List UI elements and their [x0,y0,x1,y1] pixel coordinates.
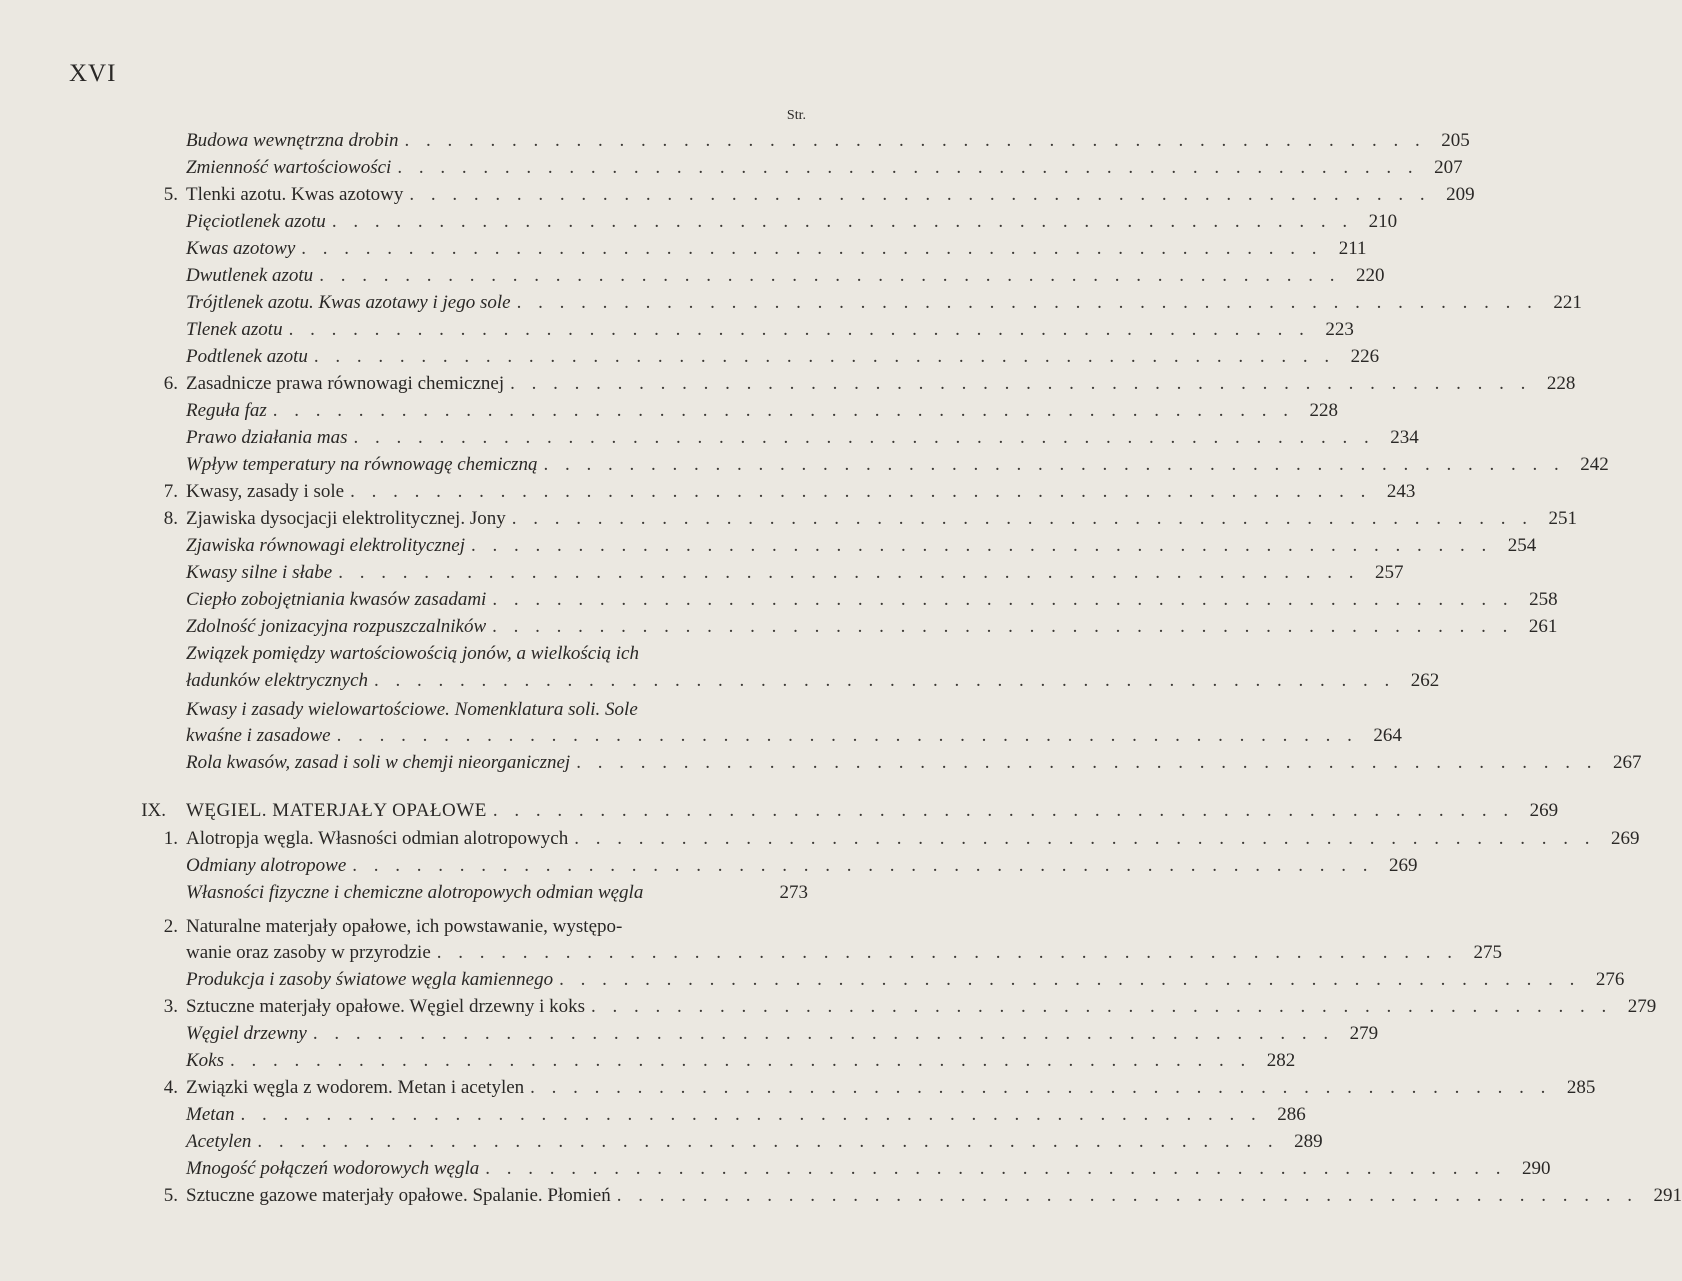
toc-page-number: 210 [1368,211,1398,232]
toc-entry [186,1183,1682,1209]
toc-page-number: 269 [1610,828,1640,849]
dot-leader: . . . . . . . . . . . . . . . . . . . . . . . . . . . . . . . . . . . . . . . . . . . . . . . . [374,670,1396,691]
toc-entry-number: IX. [141,800,166,821]
toc-entry-number: 4. [163,1077,178,1098]
dot-leader: . . . . . . . . . . . . . . . . . . . . . . . . . . . . . . . . . . . . . . . . . . . . . . . . [511,508,1533,529]
toc-entry-title: Naturalne materjały opałowe, ich powstawanie, występo- [186,916,623,937]
toc-entry [186,209,1398,235]
toc-entry-title: Koks [186,1050,224,1071]
toc-entry-title: ładunków elektrycznych [186,670,369,691]
toc-page-number: 264 [1373,725,1402,746]
toc-entry-title: Kwasy, zasady i sole [186,481,345,502]
toc-entry-title: Metan [186,1104,235,1125]
dot-leader: . . . . . . . . . . . . . . . . . . . . . . . . . . . . . . . . . . . . . . . . . . . . . . . . [336,725,1358,746]
toc-entry [186,697,808,723]
toc-page-number: 276 [1595,969,1625,990]
toc-entry [186,1102,1306,1128]
toc-entry-number: 8. [163,508,178,529]
toc-page-number: 234 [1390,427,1419,448]
toc-entry-title: Tlenki azotu. Kwas azotowy [186,184,404,205]
toc-entry-title: wanie oraz zasoby w przyrodzie [186,942,431,963]
toc-entry [186,1129,1323,1155]
toc-entry-title: Związki węgla z wodorem. Metan i acetylen [186,1077,525,1098]
toc-entry-title: Zdolność jonizacyjna rozpuszczalników [186,616,487,637]
toc-entry [186,182,1475,208]
dot-leader: . . . . . . . . . . . . . . . . . . . . . . . . . . . . . . . . . . . . . . . . . . . . . . . . [576,752,1598,773]
toc-entry [186,1156,1551,1182]
toc-page-number: 279 [1627,996,1657,1017]
dot-leader: . . . . . . . . . . . . . . . . . . . . . . . . . . . . . . . . . . . . . . . . . . . . . . . . [230,1050,1252,1071]
toc-entry [186,668,1440,694]
toc-entry [186,398,1338,424]
toc-page-number: 220 [1355,265,1385,286]
toc-entry-title: Zmienność wartościowości [186,157,392,178]
toc-page-number: 205 [1441,130,1470,151]
toc-entry [186,940,1503,966]
toc-entry [186,750,1642,776]
toc-entry-title: Sztuczne materjały opałowe. Węgiel drzewny i koks [186,996,586,1017]
toc-entry-title: Prawo działania mas [186,427,348,448]
toc-entry [186,128,1470,154]
toc-entry [186,506,1577,532]
toc-entry-title: Wpływ temperatury na równowagę chemiczną [186,454,538,475]
dot-leader: . . . . . . . . . . . . . . . . . . . . . . . . . . . . . . . . . . . . . . . . . . . . . . . . [312,1023,1335,1044]
dot-leader: . . . . . . . . . . . . . . . . . . . . . . . . . . . . . . . . . . . . . . . . . . . . . . . . [240,1104,1262,1125]
dot-leader: . . . . . . . . . . . . . . . . . . . . . . . . . . . . . . . . . . . . . . . . . . . . . . . . [574,828,1596,849]
toc-entry [186,317,1354,343]
dot-leader: . . . . . . . . . . . . . . . . . . . . . . . . . . . . . . . . . . . . . . . . . . . . . . . . [350,481,1372,502]
dot-leader: . . . . . . . . . . . . . . . . . . . . . . . . . . . . . . . . . . . . . . . . . . . . . . . . [288,319,1310,340]
toc-page-number: 228 [1309,400,1338,421]
toc-page-number: 291 [1653,1185,1682,1206]
toc-page-number: 223 [1325,319,1354,340]
toc-entry-title: Zjawiska dysocjacji elektrolitycznej. Jony [186,508,506,529]
toc-entry [186,826,1640,852]
toc-entry-title: Podtlenek azotu [186,346,308,367]
toc-entry [186,994,1657,1020]
toc-page-number: 257 [1374,562,1404,583]
toc-entry-title: Produkcja i zasoby światowe węgla kamiennego [186,969,554,990]
dot-leader: . . . . . . . . . . . . . . . . . . . . . . . . . . . . . . . . . . . . . . . . . . . . . . . . [559,969,1581,990]
toc-entry [186,880,808,906]
toc-entry-title: Zasadnicze prawa równowagi chemicznej [186,373,505,394]
toc-entry [186,914,808,940]
toc-entry [186,479,1416,505]
toc-entry [186,263,1385,289]
toc-entry-title: Własności fizyczne i chemiczne alotropowych odmian węgla [186,882,644,903]
toc-entry-title: Rola kwasów, zasad i soli w chemji nieorganicznej [186,752,571,773]
dot-leader: . . . . . . . . . . . . . . . . . . . . . . . . . . . . . . . . . . . . . . . . . . . . . . . . [404,130,1426,151]
toc-entry [186,587,1558,613]
toc-entry-title: Pięciotlenek azotu [186,211,326,232]
toc-entry-title: Kwasy i zasady wielowartościowe. Nomenklatura soli. Sole [186,699,638,720]
toc-entry-title: Sztuczne gazowe materjały opałowe. Spalanie. Płomień [186,1185,611,1206]
toc-entry [186,533,1537,559]
toc-entry-title: Acetylen [186,1131,252,1152]
toc-entry-number: 3. [163,996,178,1017]
dot-leader: . . . . . . . . . . . . . . . . . . . . . . . . . . . . . . . . . . . . . . . . . . . . . . . . [591,996,1613,1017]
toc-page-number: 228 [1546,373,1576,394]
toc-entry [186,290,1582,316]
toc-chapter-entry [186,798,1559,824]
dot-leader: . . . . . . . . . . . . . . . . . . . . . . . . . . . . . . . . . . . . . . . . . . . . . . . . [313,346,1336,367]
toc-page-number: 273 [779,882,808,903]
dot-leader: . . . . . . . . . . . . . . . . . . . . . . . . . . . . . . . . . . . . . . . . . . . . . . . . [352,855,1374,876]
toc-page-number: 207 [1434,157,1463,178]
dot-leader: . . . . . . . . . . . . . . . . . . . . . . . . . . . . . . . . . . . . . . . . . . . . . . . . [397,157,1419,178]
toc-page-number: 261 [1528,616,1558,637]
dot-leader: . . . . . . . . . . . . . . . . . . . . . . . . . . . . . . . . . . . . . . . . . . . . . . . . [530,1077,1552,1098]
toc-page-number: 289 [1294,1131,1323,1152]
toc-page-number: 269 [1529,800,1559,821]
toc-entry [186,967,1625,993]
toc-entry-title: Węgiel drzewny [186,1023,307,1044]
toc-entry-title: Budowa wewnętrzna drobin [186,130,399,151]
toc-page-number: 254 [1507,535,1537,556]
toc-entry [186,560,1404,586]
toc-entry-number: 6. [163,373,178,394]
toc-page-number: 282 [1266,1050,1296,1071]
toc-entry [186,723,1402,749]
toc-entry [186,641,808,667]
dot-leader: . . . . . . . . . . . . . . . . . . . . . . . . . . . . . . . . . . . . . . . . . . . . . . . . [257,1131,1279,1152]
toc-entry-title: Dwutlenek azotu [186,265,314,286]
toc-entry [186,371,1576,397]
toc-entry-title: Alotropja węgla. Własności odmian alotropowych [186,828,569,849]
toc-page-number: 226 [1350,346,1380,367]
toc-page-number: 275 [1473,942,1503,963]
toc-entry-title: kwaśne i zasadowe [186,725,331,746]
page-column-label: Str. [786,108,806,123]
dot-leader: . . . . . . . . . . . . . . . . . . . . . . . . . . . . . . . . . . . . . . . . . . . . . . . . [471,535,1493,556]
toc-entry-number: 7. [163,481,178,502]
toc-entry-title: Odmiany alotropowe [186,855,347,876]
dot-leader: . . . . . . . . . . . . . . . . . . . . . . . . . . . . . . . . . . . . . . . . . . . . . . . . [301,238,1323,259]
dot-leader: . . . . . . . . . . . . . . . . . . . . . . . . . . . . . . . . . . . . . . . . . . . . . . . . [616,1185,1638,1206]
toc-page-number: 209 [1446,184,1475,205]
page-number: XVI [69,60,117,87]
toc-entry [186,1021,1379,1047]
toc-page-number: 285 [1566,1077,1596,1098]
toc-entry-number: 1. [163,828,178,849]
toc-page-number: 267 [1612,752,1642,773]
toc-page-number: 269 [1389,855,1418,876]
toc-entry [186,1075,1596,1101]
dot-leader: . . . . . . . . . . . . . . . . . . . . . . . . . . . . . . . . . . . . . . . . . . . . . . . . [331,211,1354,232]
toc-page-number: 258 [1529,589,1558,610]
toc-page-number: 290 [1521,1158,1551,1179]
dot-leader: . . . . . . . . . . . . . . . . . . . . . . . . . . . . . . . . . . . . . . . . . . . . . . . . [409,184,1431,205]
toc-entry [186,344,1380,370]
toc-entry [186,853,1418,879]
toc-page-number: 211 [1338,238,1367,259]
dot-leader: . . . . . . . . . . . . . . . . . . . . . . . . . . . . . . . . . . . . . . . . . . . . . . . . [272,400,1294,421]
toc-entry-title: Trójtlenek azotu. Kwas azotawy i jego sole [186,292,511,313]
dot-leader: . . . . . . . . . . . . . . . . . . . . . . . . . . . . . . . . . . . . . . . . . . . . . . . . [436,942,1459,963]
dot-leader: . . . . . . . . . . . . . . . . . . . . . . . . . . . . . . . . . . . . . . . . . . . . . . . . [338,562,1360,583]
toc-entry-title: Reguła faz [186,400,267,421]
toc-entry [186,452,1609,478]
toc-page-number: 279 [1349,1023,1379,1044]
toc-entry [186,155,1463,181]
dot-leader: . . . . . . . . . . . . . . . . . . . . . . . . . . . . . . . . . . . . . . . . . . . . . . . . [485,1158,1507,1179]
toc-page-number: 243 [1386,481,1416,502]
toc-entry-title: Mnogość połączeń wodorowych węgla [186,1158,480,1179]
toc-entry-title: Kwasy silne i słabe [186,562,333,583]
toc-entry-number: 5. [163,184,178,205]
dot-leader: . . . . . . . . . . . . . . . . . . . . . . . . . . . . . . . . . . . . . . . . . . . . . . . . [492,800,1515,821]
toc-entry [186,236,1367,262]
dot-leader: . . . . . . . . . . . . . . . . . . . . . . . . . . . . . . . . . . . . . . . . . . . . . . . . [543,454,1565,475]
toc-page-number: 262 [1410,670,1440,691]
toc-entry-title: Ciepło zobojętniania kwasów zasadami [186,589,487,610]
dot-leader: . . . . . . . . . . . . . . . . . . . . . . . . . . . . . . . . . . . . . . . . . . . . . . . . [492,589,1514,610]
toc-entry [186,1048,1296,1074]
dot-leader: . . . . . . . . . . . . . . . . . . . . . . . . . . . . . . . . . . . . . . . . . . . . . . . . [353,427,1375,448]
toc-entry-title: Kwas azotowy [186,238,296,259]
toc-entry-title: Tlenek azotu [186,319,283,340]
toc-entry [186,614,1558,640]
toc-page-number: 242 [1580,454,1609,475]
toc-page-number: 251 [1548,508,1577,529]
toc-entry-title: Zjawiska równowagi elektrolitycznej [186,535,465,556]
toc-entry-title: Związek pomiędzy wartościowością jonów, a wielkością ich [186,643,639,664]
dot-leader: . . . . . . . . . . . . . . . . . . . . . . . . . . . . . . . . . . . . . . . . . . . . . . . . [510,373,1532,394]
dot-leader: . . . . . . . . . . . . . . . . . . . . . . . . . . . . . . . . . . . . . . . . . . . . . . . . [516,292,1538,313]
toc-entry-title: WĘGIEL. MATERJAŁY OPAŁOWE [186,800,487,821]
toc-entry [186,425,1419,451]
dot-leader: . . . . . . . . . . . . . . . . . . . . . . . . . . . . . . . . . . . . . . . . . . . . . . . . [319,265,1341,286]
toc-entry-number: 2. [163,916,178,937]
dot-leader: . . . . . . . . . . . . . . . . . . . . . . . . . . . . . . . . . . . . . . . . . . . . . . . . [492,616,1514,637]
toc-page-number: 286 [1277,1104,1306,1125]
toc-entry-number: 5. [163,1185,178,1206]
toc-page-number: 221 [1553,292,1582,313]
